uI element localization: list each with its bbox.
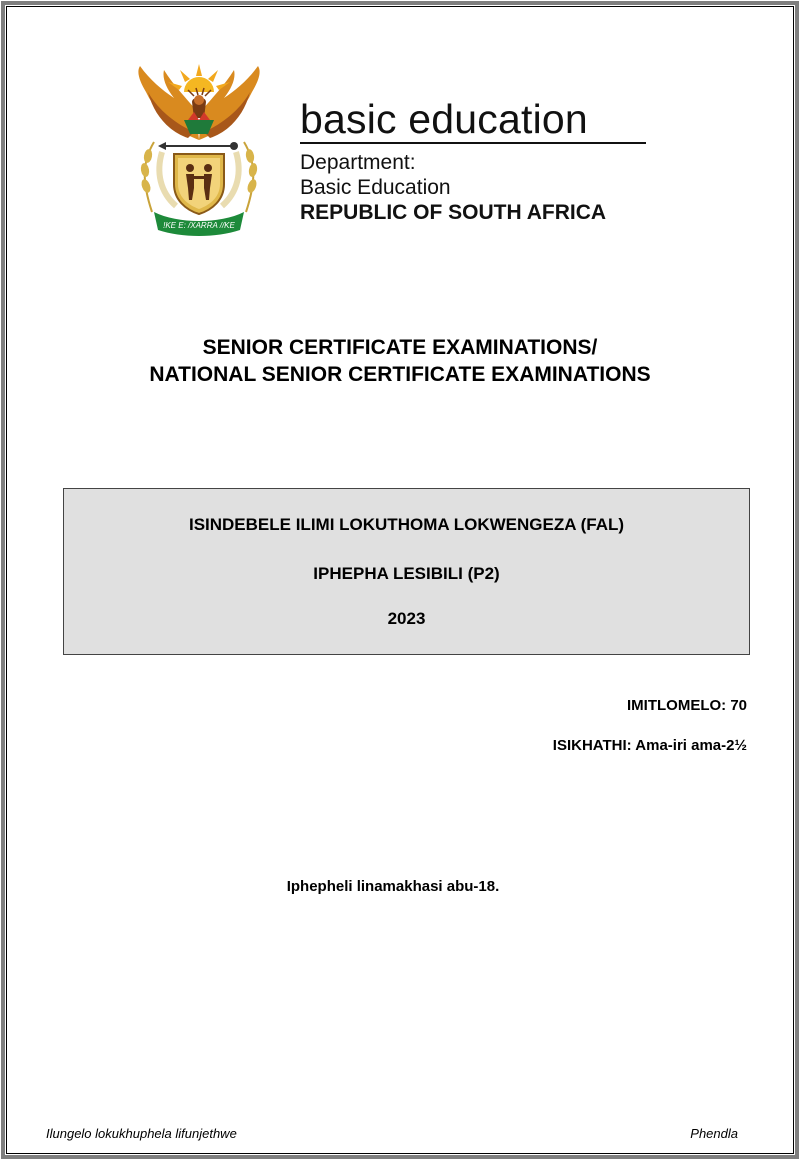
department-name: Basic Education <box>300 176 451 199</box>
coat-of-arms-icon <box>128 62 270 238</box>
paper-number: IPHEPHA LESIBILI (P2) <box>313 564 500 583</box>
exam-title-line-2: NATIONAL SENIOR CERTIFICATE EXAMINATIONS <box>149 363 651 386</box>
total-marks: IMITLOMELO: 70 <box>627 697 747 714</box>
coat-of-arms-motto: !KE E: /XARRA //KE <box>163 221 235 230</box>
subject-name: ISINDEBELE ILIMI LOKUTHOMA LOKWENGEZA (FAL) <box>188 515 625 534</box>
brand-name: basic education <box>300 96 588 142</box>
exam-title-line-1: SENIOR CERTIFICATE EXAMINATIONS/ <box>202 336 598 359</box>
subject-box <box>63 488 750 655</box>
turn-over-note: Phendla <box>690 1126 738 1141</box>
brand-block <box>300 96 650 226</box>
exam-year: 2023 <box>387 609 426 628</box>
page-count-note: Iphepheli linamakhasi abu-18. <box>286 878 500 895</box>
country-name: REPUBLIC OF SOUTH AFRICA <box>300 201 607 224</box>
exam-duration: ISIKHATHI: Ama-iri ama-2½ <box>552 737 747 754</box>
exam-title <box>0 334 800 388</box>
brand-divider <box>300 142 646 144</box>
copyright-notice: Ilungelo lokukhuphela lifunjethwe <box>46 1126 237 1141</box>
department-label: Department: <box>300 151 416 174</box>
